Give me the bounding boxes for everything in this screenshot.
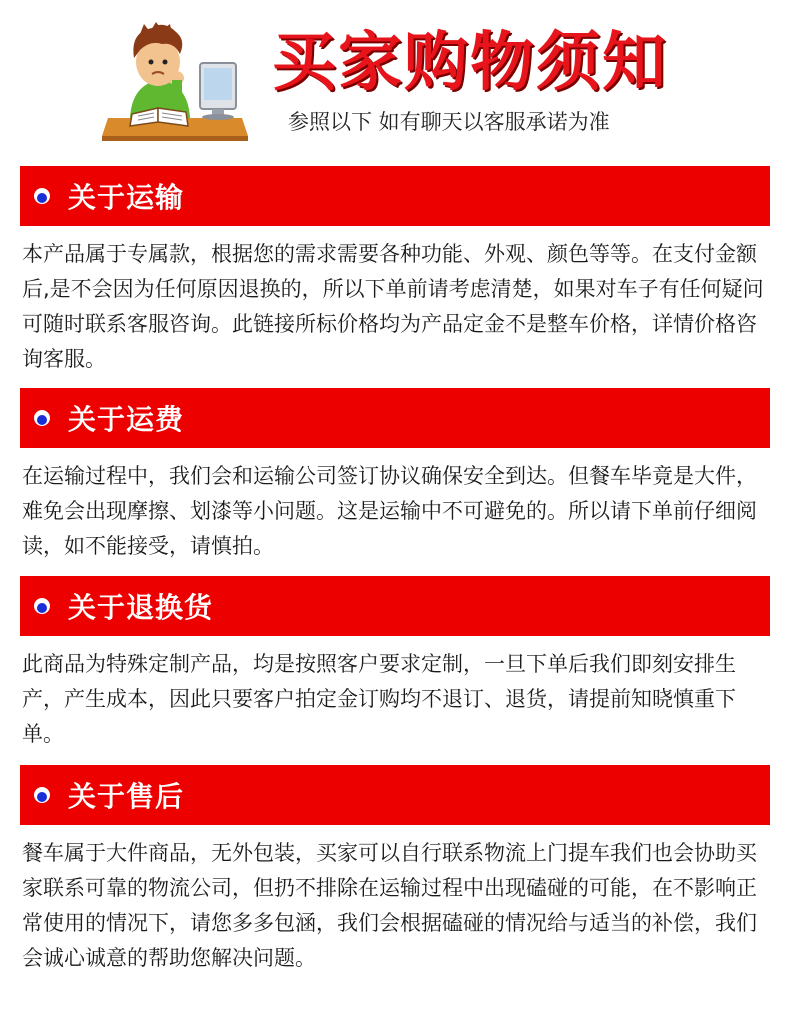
section-body: 餐车属于大件商品，无外包装，买家可以自行联系物流上门提车我们也会协助买家联系可靠的物流公司，但扔不排除在运输过程中出现磕碰的可能，在不影响正常使用的情况下，请您多多包涵，我们会根据磕碰的情况给与适当的补偿，我们会诚心诚意的帮助您解决问题。 (22, 841, 757, 970)
section-title: 关于退换货 (68, 591, 214, 624)
section-body: 本产品属于专属款，根据您的需求需要各种功能、外观、颜色等等。在支付金额后,是不会因为任何原因退换的，所以下单前请考虑清楚，如果对车子有任何疑问可随时联系客服咨询。此链接所标价格均为产品定金不是整车价格，详情价格咨询客服。 (22, 242, 764, 371)
bullet-icon (34, 188, 50, 204)
page-subtitle: 参照以下 如有聊天以客服承诺为准 (288, 110, 610, 134)
section-header-after-sales (20, 765, 770, 825)
page-title: 买家购物须知 (272, 26, 668, 100)
bullet-icon (34, 410, 50, 426)
section-body: 此商品为特殊定制产品，均是按照客户要求定制，一旦下单后我们即刻安排生产，产生成本，因此只要客户拍定金订购均不退订、退货，请提前知晓慎重下单。 (22, 652, 736, 746)
boy-reading-at-computer-icon (100, 18, 250, 143)
bullet-icon (34, 787, 50, 803)
section-header-returns (20, 576, 770, 636)
section-body: 在运输过程中，我们会和运输公司签订协议确保安全到达。但餐车毕竟是大件，难免会出现摩擦、划漆等小问题。这是运输中不可避免的。所以请下单前仔细阅读，如不能接受，请慎拍。 (22, 464, 757, 558)
section-title: 关于售后 (68, 780, 185, 813)
header (0, 0, 790, 160)
section-header-shipping (20, 166, 770, 226)
section-header-freight (20, 388, 770, 448)
section-title: 关于运输 (68, 181, 185, 214)
bullet-icon (34, 598, 50, 614)
section-title: 关于运费 (68, 403, 185, 436)
